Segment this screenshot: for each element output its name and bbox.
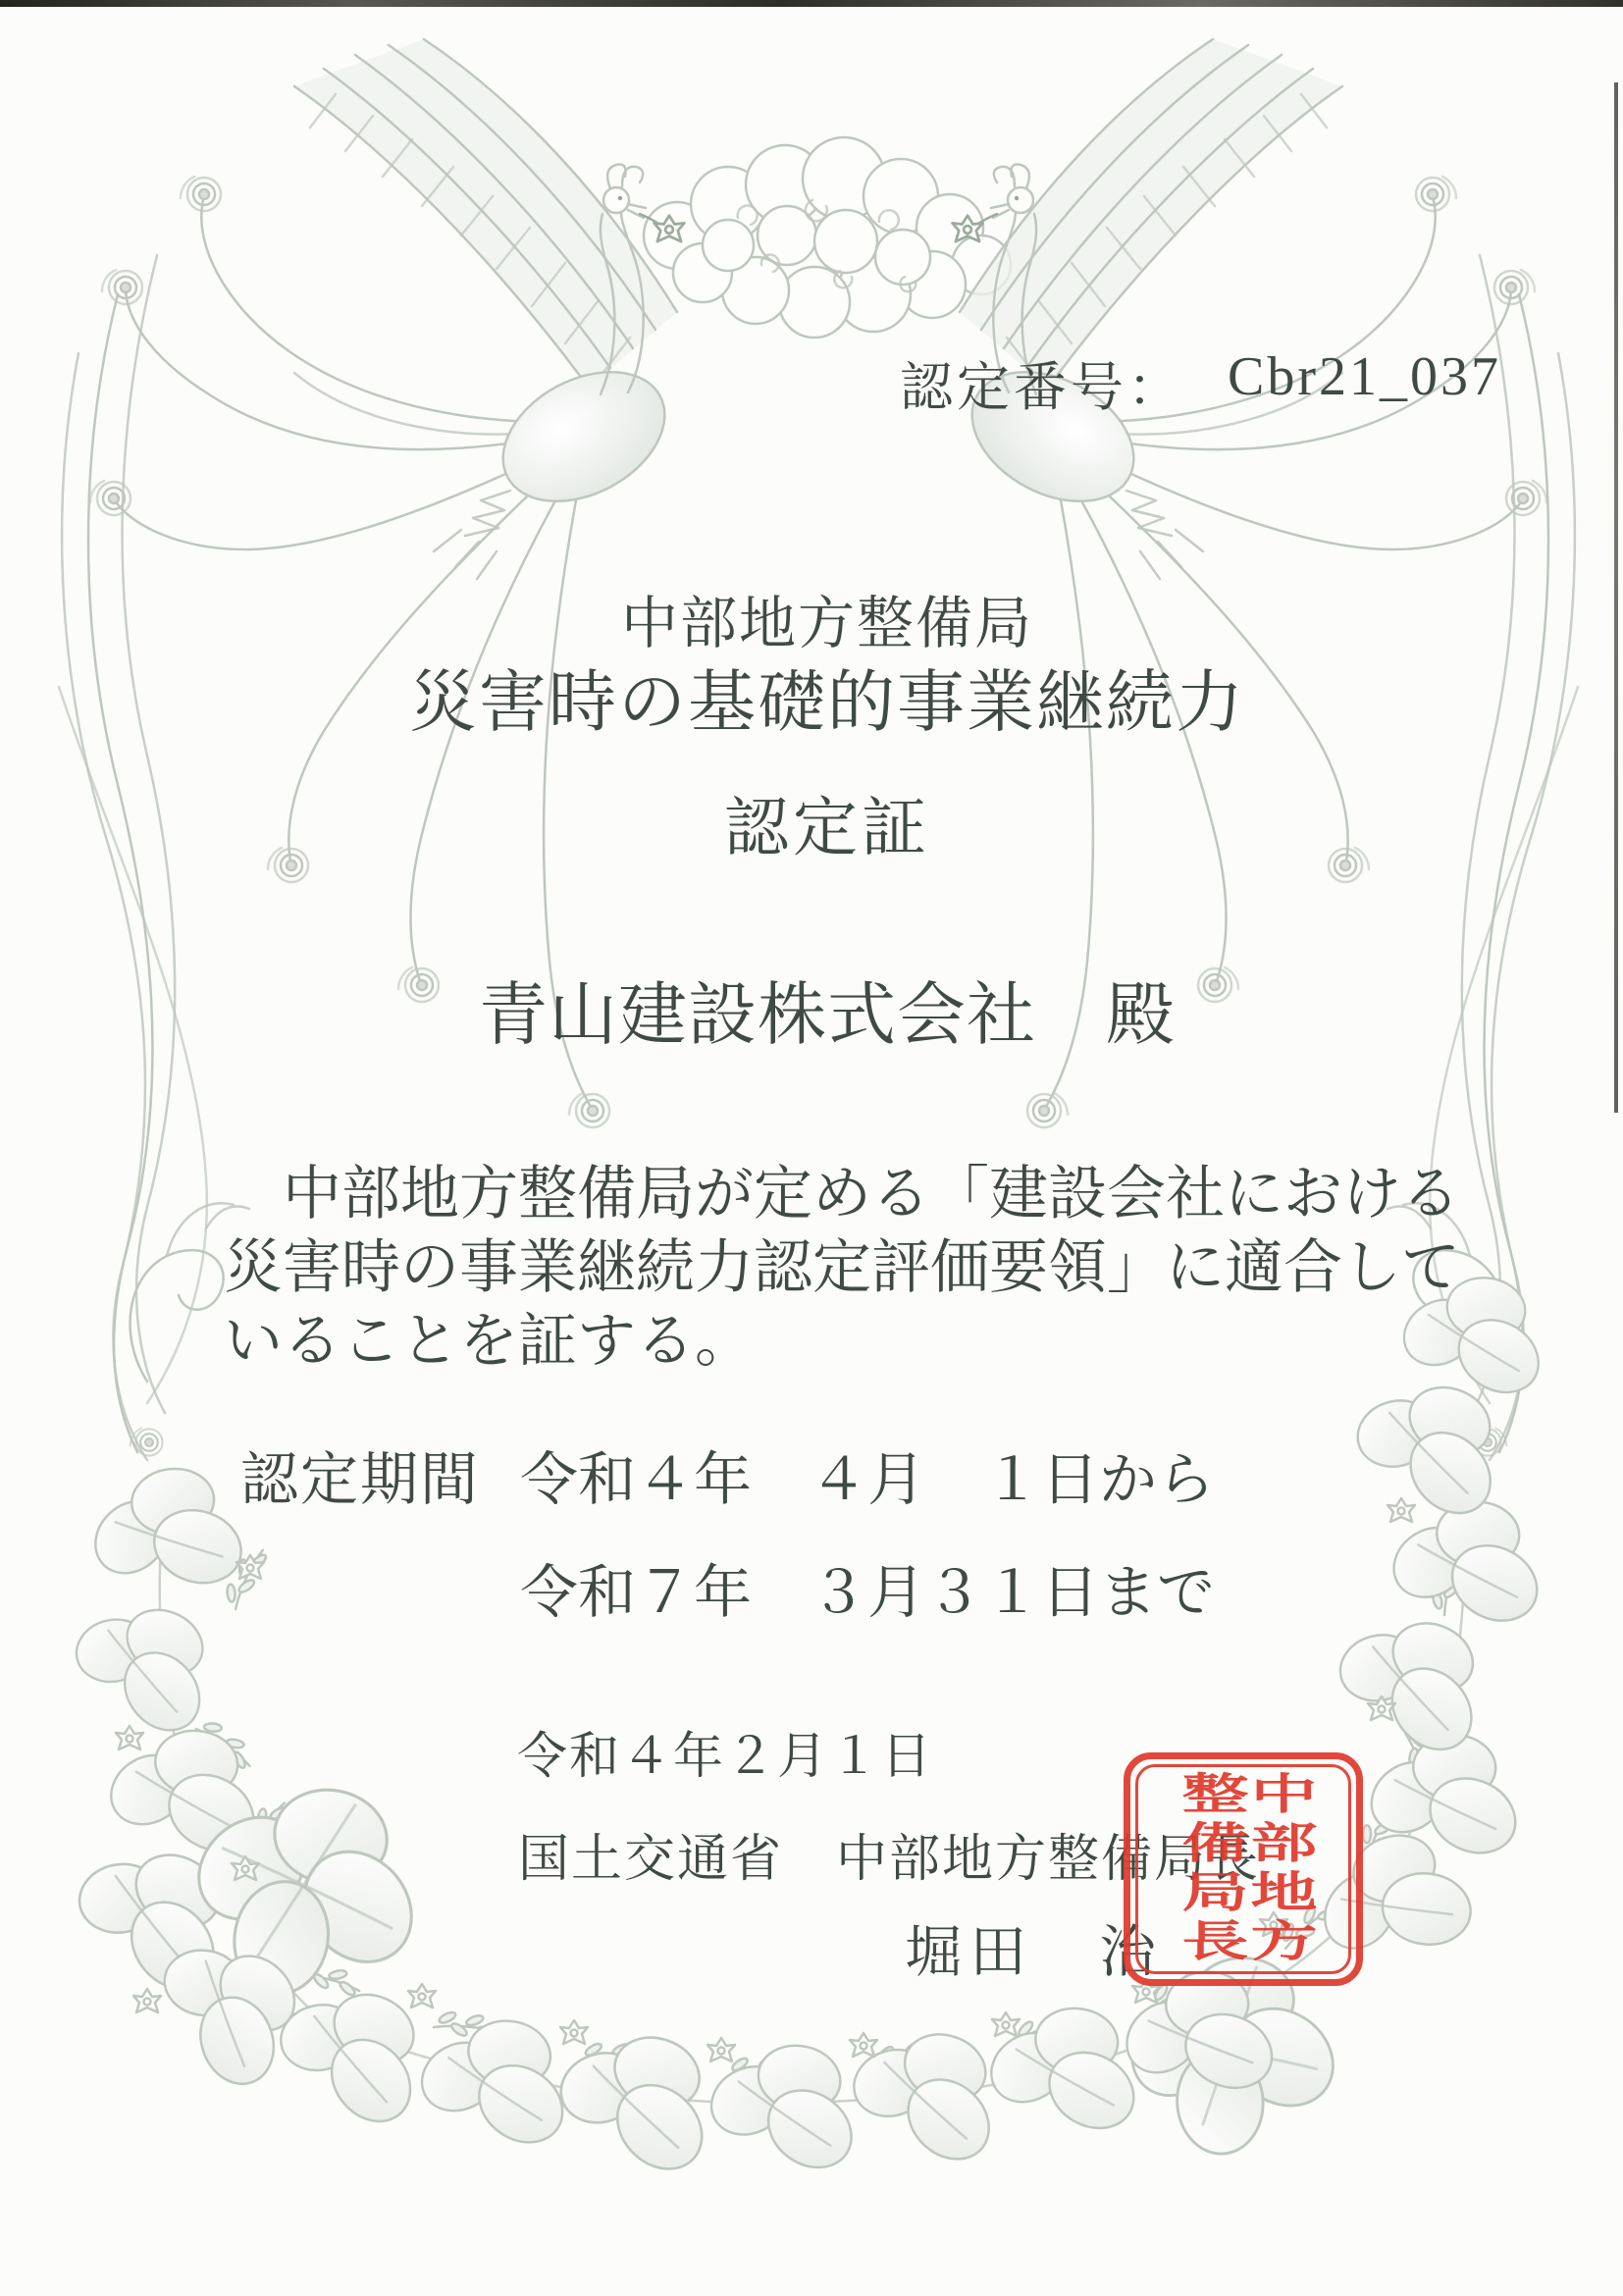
cert-number-value: Cbr21_037	[1228, 346, 1501, 407]
issue-date: 令和４年２月１日	[517, 1730, 934, 1785]
recipient-name: 青山建設株式会社 殿	[479, 978, 1176, 1054]
issuing-org-line: 中部地方整備局	[620, 592, 1033, 655]
signer-name: 堀田 治	[905, 1920, 1165, 1984]
statement-line-3: いることを証する。	[224, 1309, 754, 1374]
period-label-spacer	[240, 1545, 520, 1629]
certification-statement	[224, 1158, 1460, 1379]
cert-number-label: 認定番号：	[900, 358, 1184, 417]
period-from: 令和４年 ４月 １日から	[520, 1447, 1216, 1512]
certificate-subject-title: 災害時の基礎的事業継続力	[409, 665, 1245, 740]
seal-text-right-column: 中部地方	[1240, 1771, 1315, 1967]
cert-number	[900, 345, 1501, 421]
certificate-title: 認定証	[724, 793, 930, 864]
seal-text-left-column: 整備局長	[1172, 1771, 1246, 1967]
scan-edge-top	[0, 0, 1623, 7]
seal-text	[1130, 1759, 1356, 1979]
period-label: 認定期間	[240, 1447, 481, 1512]
statement-line-2: 災害時の事業継続力認定評価要領」に適合して	[224, 1235, 1460, 1300]
period-to: 令和７年 ３月３１日まで	[520, 1560, 1216, 1625]
issuer-title: 国土交通省 中部地方整備局長	[518, 1832, 1261, 1888]
official-seal-stamp	[1124, 1752, 1363, 1986]
certification-period	[240, 1433, 1215, 1658]
statement-line-1: 中部地方整備局が定める「建設会社における	[224, 1162, 1460, 1226]
